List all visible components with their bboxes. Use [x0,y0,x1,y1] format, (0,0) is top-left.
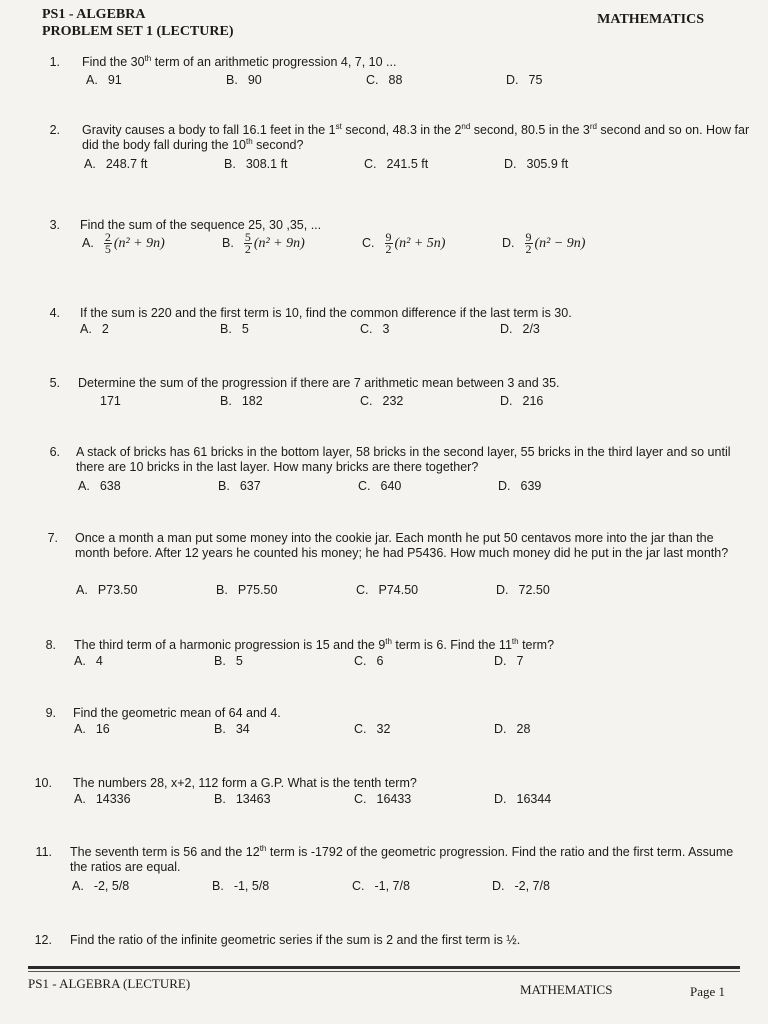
option-label: D. [500,322,513,336]
option-d [500,394,543,409]
option-value: -2, 5/8 [93,879,130,893]
option-b [220,322,249,337]
option-b [218,479,261,494]
option-label: D. [502,235,515,250]
option-value: 232 [382,394,404,408]
course-title: PS1 - ALGEBRA [42,7,146,22]
option-value: 216 [522,394,544,408]
option-d [506,73,542,88]
option-label: D. [496,583,509,597]
answer-options [0,73,700,89]
option-value: 13463 [235,792,271,806]
option-a [74,654,103,669]
option-value: P75.50 [237,583,278,597]
option-value: 16 [95,722,110,736]
option-d [492,879,550,894]
option-label: A. [80,322,92,336]
option-value: 639 [520,479,542,493]
question-text: Determine the sum of the progression if there are 7 arithmetic mean between 3 and 35. [78,376,560,390]
question-text: The seventh term is 56 and the 12th term is -1792 of the geometric progression. Find the ratio and the first term. Assume the ratios are equal. [70,843,734,874]
answer-options [0,879,700,895]
option-label: B. [220,394,232,408]
option-value: 308.1 ft [245,157,288,171]
option-label: C. [354,722,367,736]
option-label: A. [76,583,88,597]
option-value: 305.9 ft [526,157,569,171]
option-a [82,232,165,255]
option-value: 14336 [95,792,131,806]
option-value: 2/3 [522,322,540,336]
fraction: $\frac{5}{2}$ [244,230,251,256]
option-d [494,722,530,737]
option-label: A. [78,479,90,493]
question-text: If the sum is 220 and the first term is 10, find the common difference if the last term is 30. [80,306,572,320]
problem-set-title: PROBLEM SET 1 (LECTURE) [42,24,234,39]
option-label: B. [214,792,226,806]
answer-options [0,792,700,808]
option-expression: (n² − 9n) [534,235,586,251]
option-label: C. [352,879,365,893]
option-b [214,792,271,807]
question-number: 6. [49,445,60,459]
option-value: 7 [516,654,524,668]
option-b [226,73,262,88]
option-b [216,583,277,598]
answer-options [0,722,700,738]
answer-options [0,157,700,173]
option-d [502,232,585,255]
option-a [80,394,121,409]
option-d [494,654,523,669]
question-number: 5. [49,376,60,390]
question-number: 9. [45,706,56,720]
option-d [500,322,540,337]
option-value: 88 [388,73,403,87]
option-value: -1, 7/8 [374,879,410,893]
question-text: A stack of bricks has 61 bricks in the bottom layer, 58 bricks in the second layer, 55 bricks in the third layer and so until there are 10 bricks in the last layer. How many bricks are there together? [76,445,731,474]
option-value: 16344 [516,792,552,806]
question-number: 4. [49,306,60,320]
option-label: C. [362,235,375,250]
option-a [72,879,129,894]
option-value: 4 [95,654,103,668]
question-number: 10. [34,776,52,790]
option-value: 6 [376,654,384,668]
fraction: $\frac{2}{5}$ [104,230,111,256]
question-number: 1. [49,55,60,69]
option-label: C. [358,479,371,493]
question-text: Once a month a man put some money into the cookie jar. Each month he put 50 centavos more into the jar than the month before. After 12 years he counted his money; he had P5436. How much money did he put in the jar last month? [75,531,729,560]
option-label: B. [214,654,226,668]
option-label: C. [356,583,369,597]
option-d [504,157,568,172]
option-label: D. [506,73,519,87]
option-label: D. [494,722,507,736]
option-value: -2, 7/8 [514,879,550,893]
option-value: 3 [382,322,390,336]
option-label: B. [212,879,224,893]
option-c [364,157,428,172]
footer-course: PS1 - ALGEBRA (LECTURE) [28,976,191,991]
option-value: 75 [528,73,543,87]
option-label: C. [366,73,379,87]
option-value: 16433 [376,792,412,806]
option-c [360,322,389,337]
option-b [224,157,288,172]
option-c [362,232,445,255]
option-expression: (n² + 9n) [113,235,165,251]
option-c [354,722,390,737]
subject-label: MATHEMATICS [597,12,704,27]
option-a [74,792,131,807]
option-value: 2 [101,322,109,336]
option-value: 5 [241,322,249,336]
option-label: C. [354,792,367,806]
option-value: 638 [99,479,121,493]
option-label: D. [504,157,517,171]
answer-options [0,394,700,410]
option-label: A. [86,73,98,87]
option-c [352,879,410,894]
option-label: C. [360,322,373,336]
option-a [74,722,110,737]
option-value: 90 [247,73,262,87]
option-label: D. [500,394,513,408]
footer-rule-thin [28,971,740,972]
option-b [214,654,243,669]
option-label: B. [214,722,226,736]
option-label: B. [220,322,232,336]
option-label: B. [216,583,228,597]
question-text: Find the ratio of the infinite geometric series if the sum is 2 and the first term is ½. [70,933,521,947]
option-b [222,232,305,255]
question-number: 2. [49,123,60,137]
option-label: A. [72,879,84,893]
option-label: D. [494,654,507,668]
fraction: $\frac{9}{2}$ [385,230,392,256]
footer-rule [28,966,740,969]
option-label: C. [364,157,377,171]
option-a [80,322,109,337]
option-value: -1, 5/8 [233,879,270,893]
option-label: D. [492,879,505,893]
option-d [494,792,551,807]
question-text: Gravity causes a body to fall 16.1 feet in the 1st second, 48.3 in the 2nd second, 80.5 in the 3rd second and so on. How far did the body fall during the 10th second? [82,121,750,152]
answer-options [0,583,700,599]
option-label: D. [498,479,511,493]
option-value: P74.50 [378,583,419,597]
option-value: P73.50 [97,583,138,597]
option-value: 72.50 [518,583,550,597]
page-number: Page 1 [690,984,726,999]
option-d [496,583,550,598]
question-number: 8. [45,638,56,652]
option-value: 182 [241,394,263,408]
option-label: B. [218,479,230,493]
option-c [354,654,383,669]
question-number: 12. [34,933,52,947]
question-number: 3. [49,218,60,232]
option-b [212,879,269,894]
option-value: 640 [380,479,402,493]
option-expression: (n² + 9n) [253,235,305,251]
option-c [356,583,418,598]
option-value: 637 [239,479,261,493]
option-label: B. [224,157,236,171]
option-b [214,722,250,737]
option-label: A. [84,157,96,171]
answer-options [0,654,700,670]
option-value: 91 [107,73,122,87]
option-c [354,792,411,807]
option-label: A. [74,792,86,806]
option-a [78,479,121,494]
option-label: A. [74,722,86,736]
option-c [360,394,403,409]
answer-options [0,322,700,338]
question-text: Find the 30th term of an arithmetic progression 4, 7, 10 ... [82,53,397,69]
option-b [220,394,263,409]
option-value: 32 [376,722,391,736]
option-label: B. [222,235,234,250]
question-text: Find the sum of the sequence 25, 30 ,35, ... [80,218,322,232]
option-label: B. [226,73,238,87]
question-number: 11. [35,845,52,859]
question-text: The numbers 28, x+2, 112 form a G.P. What is the tenth term? [73,776,417,790]
option-c [366,73,402,88]
option-value: 248.7 ft [105,157,148,171]
option-a [86,73,122,88]
option-value: 241.5 ft [386,157,429,171]
option-value: 34 [235,722,250,736]
option-expression: (n² + 5n) [394,235,446,251]
footer-subject: MATHEMATICS [520,982,613,997]
option-d [498,479,541,494]
option-c [358,479,401,494]
answer-options [0,230,700,256]
fraction: $\frac{9}{2}$ [525,230,532,256]
option-label: C. [354,654,367,668]
answer-options [0,479,700,495]
option-a [76,583,137,598]
option-value: 5 [235,654,243,668]
question-text: The third term of a harmonic progression is 15 and the 9th term is 6. Find the 11th term? [74,636,555,652]
question-text: Find the geometric mean of 64 and 4. [73,706,281,720]
option-a [84,157,148,172]
option-value: 28 [516,722,531,736]
question-number: 7. [47,531,58,545]
option-label: A. [82,235,94,250]
option-label: D. [494,792,507,806]
option-value: 171 [100,394,121,408]
document-header [42,6,234,40]
option-label: A. [74,654,86,668]
option-label: C. [360,394,373,408]
